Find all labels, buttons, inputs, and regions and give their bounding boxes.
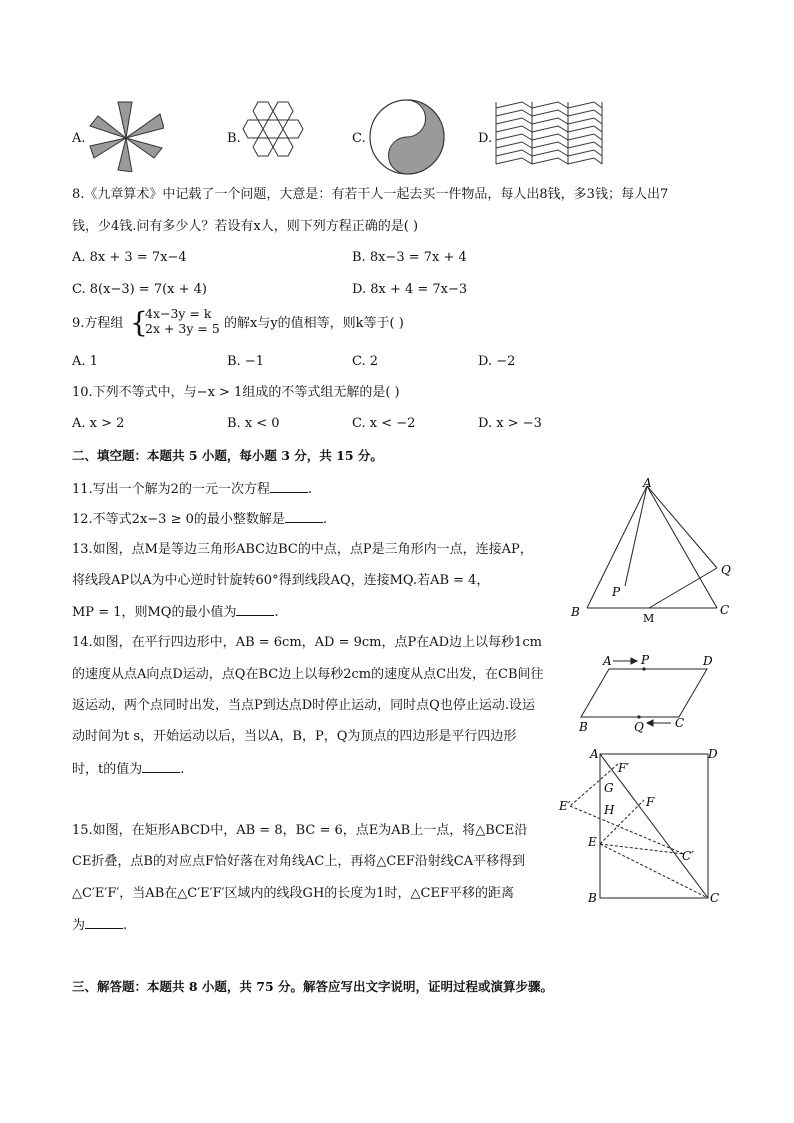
q9-brace: { (130, 306, 148, 339)
q9-prefix: 9.方程组 (72, 316, 124, 331)
q15-label-f: F (646, 795, 655, 809)
q14-answer-blank[interactable] (142, 760, 180, 773)
q9-option-c: C. 2 (352, 354, 379, 369)
q10-stem: 10.下列不等式中，与−x > 1组成的不等式组无解的是( ) (72, 385, 400, 400)
q13-label-b: B (571, 605, 580, 619)
q12-answer-blank[interactable] (285, 510, 323, 523)
q15-rectangle-figure (556, 742, 736, 908)
q10-option-b: B. x < 0 (227, 416, 280, 431)
q7-zigzag-figure (494, 100, 604, 166)
q14-stem-line4: 动时间为t s，开始运动以后，当以A，B，P，Q为顶点的四边形是平行四边形 (72, 729, 517, 744)
q9-option-b: B. −1 (227, 354, 264, 369)
q15-stem-line1: 15.如图，在矩形ABCD中，AB = 8，BC = 6，点E为AB上一点，将△BCE沿 (72, 823, 528, 838)
q13-stem-line3: MP = 1，则MQ的最小值为 . (72, 605, 279, 620)
q9-suffix: 的解x与y的值相等，则k等于( ) (224, 316, 404, 331)
q15-stem-line4: 为 . (72, 918, 128, 933)
q12-text: 12.不等式2x−3 ≥ 0的最小整数解是 (72, 512, 285, 527)
q13-stem-line2: 将线段AP以A为中心逆时针旋转60°得到线段AQ，连接MQ.若AB = 4， (72, 573, 490, 588)
q15-stem-line3: △C′E′F′，当AB在△C′E′F′区域内的线段GH的长度为1时，△CEF平移的距离 (72, 886, 515, 901)
q11-text: 11.写出一个解为2的一元一次方程 (72, 482, 270, 497)
q15-label-e: E (588, 835, 597, 849)
q8-option-d: D. 8x + 4 = 7x−3 (352, 282, 468, 297)
q11-answer-blank[interactable] (270, 480, 308, 493)
q7-option-d-label: D. (478, 131, 493, 146)
q14-label-b: B (579, 720, 588, 734)
q14-label-c: C (675, 716, 685, 730)
q15-stem-line2: CE折叠，点B的对应点F恰好落在对角线AC上，再将△CEF沿射线CA平移得到 (72, 854, 526, 869)
q15-label-d: D (708, 747, 718, 761)
q9-equation-1: 4x−3y = k (145, 306, 212, 321)
q9-option-d: D. −2 (478, 354, 516, 369)
q12-stem: 12.不等式2x−3 ≥ 0的最小整数解是 . (72, 512, 328, 527)
q14-stem-line3: 返运动，两个点同时出发，当点P到达点D时停止运动，同时点Q也停止运动.设运 (72, 698, 535, 713)
q14-label-q: Q (634, 720, 644, 734)
q13-answer-blank[interactable] (236, 603, 274, 616)
q13-label-m: M (643, 612, 655, 625)
section-3-heading: 三、解答题：本题共 8 小题，共 75 分。解答应写出文字说明，证明过程或演算步骤。 (72, 979, 554, 994)
q15-label-g: G (604, 781, 614, 795)
q13-label-c: C (720, 603, 730, 617)
q15-label-a: A (590, 747, 599, 761)
q15-label-e-prime: E′ (559, 799, 571, 813)
q15-label-c-prime: C′ (682, 849, 694, 863)
q14-stem-line5: 时，t的值为 . (72, 762, 185, 777)
q14-stem-line2: 的速度从点A向点D运动，点Q在BC边上以每秒2cm的速度从点C出发，在CB间往 (72, 667, 544, 682)
q7-option-b-label: B. (227, 131, 241, 146)
q10-option-c: C. x < −2 (352, 416, 416, 431)
q15-text: 为 (72, 918, 86, 933)
q15-label-b: B (588, 891, 597, 905)
q13-label-p: P (612, 585, 621, 599)
q7-yinyang-figure (368, 98, 446, 176)
q15-label-f-prime: F′ (618, 761, 630, 775)
q14-text: 时，t的值为 (72, 762, 143, 777)
q9-equation-2: 2x + 3y = 5 (145, 321, 220, 336)
q7-option-a-label: A. (72, 131, 86, 146)
q8-option-c: C. 8(x−3) = 7(x + 4) (72, 282, 207, 297)
q15-answer-blank[interactable] (85, 916, 123, 929)
q7-option-c-label: C. (352, 131, 366, 146)
q13-text: MP = 1，则MQ的最小值为 (72, 605, 237, 620)
q7-pinwheel-figure (88, 100, 164, 172)
q15-label-c: C (710, 891, 720, 905)
q8-option-b: B. 8x−3 = 7x + 4 (352, 250, 467, 265)
q14-stem-line1: 14.如图，在平行四边形中，AB = 6cm，AD = 9cm，点P在AD边上以每秒1cm (72, 635, 542, 650)
q13-label-q: Q (721, 563, 731, 577)
q11-stem: 11.写出一个解为2的一元一次方程 . (72, 482, 313, 497)
q7-hexagon-figure (238, 100, 318, 170)
q14-label-a: A (603, 654, 612, 668)
q14-label-p: P (641, 653, 650, 667)
section-2-heading: 二、填空题：本题共 5 小题，每小题 3 分，共 15 分。 (72, 448, 383, 463)
q14-parallelogram-figure (575, 647, 735, 737)
q15-label-h: H (604, 803, 615, 817)
q13-triangle-figure (565, 476, 745, 626)
q10-option-d: D. x > −3 (478, 416, 542, 431)
q8-stem-line2: 钱，少4钱.问有多少人？若设有x人，则下列方程正确的是( ) (72, 219, 419, 234)
q13-label-a: A (643, 476, 652, 490)
q14-label-d: D (703, 654, 713, 668)
q9-option-a: A. 1 (72, 354, 98, 369)
q13-stem-line1: 13.如图，点M是等边三角形ABC边BC的中点，点P是三角形内一点，连接AP， (72, 542, 533, 557)
q8-stem-line1: 8.《九章算术》中记载了一个问题，大意是：有若干人一起去买一件物品，每人出8钱，多3钱；每人出7 (72, 187, 669, 202)
q8-option-a: A. 8x + 3 = 7x−4 (72, 250, 187, 265)
q10-option-a: A. x > 2 (72, 416, 125, 431)
